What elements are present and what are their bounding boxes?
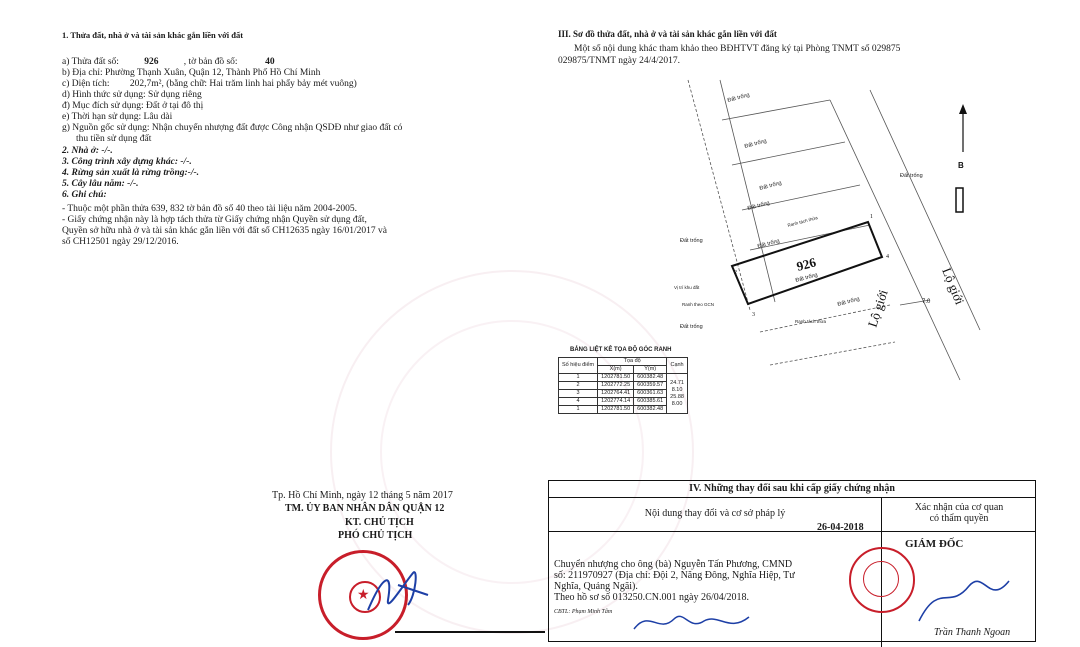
note-line-1: - Thuộc một phần thửa 639, 832 tờ bản đồ số 40 theo tài liệu năm 2004-2005. (62, 204, 357, 214)
col-content-header: Nội dung thay đổi và cơ sở pháp lý (644, 508, 786, 519)
map-label: Đất trống (758, 180, 783, 192)
field-parcel-no: a) Thửa đất số: 926 , tờ bản đồ số: 40 (62, 57, 275, 67)
table-row: 1 1202781.50 600382.48 (559, 406, 688, 414)
point-label: 4 (886, 254, 889, 260)
road-distance: 7.0 (922, 299, 931, 305)
field-use-purpose: đ) Mục đích sử dụng: Đất ở tại đô thị (62, 101, 204, 111)
map-label: Đất trống (743, 138, 768, 150)
change-content-1: Chuyển nhượng cho ông (bà) Nguyễn Tấn Phương, CMND (554, 559, 793, 570)
confirm-date: 26-04-2018 (817, 522, 864, 533)
map-label: Đất trống (746, 200, 771, 212)
item-notes: 6. Ghi chú: (62, 190, 107, 200)
office-seal (849, 547, 915, 613)
parcel-type: Đất trống (794, 272, 819, 284)
section3-ref-line-1: Một số nội dung khác tham khảo theo BĐHTVT đăng ký tại Phòng TNMT số 029875 (574, 44, 901, 54)
coordinate-table-title: BẢNG LIỆT KÊ TỌA ĐỘ GÓC RANH (570, 347, 672, 353)
signature (358, 555, 448, 625)
table-row: 3 1202764.41 600361.63 (559, 390, 688, 398)
field-area: c) Diện tích: 202,7m², (bằng chữ: Hai trăm linh hai phẩy bảy mét vuông) (62, 79, 357, 89)
map-frame-marker (956, 188, 963, 212)
item-house: 2. Nhà ở: -/-. (62, 146, 113, 156)
changes-box (548, 480, 1036, 642)
signature-line (395, 631, 545, 633)
table-header: Số hiệu điểm (559, 358, 598, 374)
table-row: 1 1202781.50 600382.48 24.71 8.10 25.88 8.00 (559, 374, 688, 382)
note-line-3: Quyền sở hữu nhà ở và tài sản khác gắn liền với đất số CH12635 ngày 16/01/2017 và (62, 226, 387, 236)
director-title: GIÁM ĐỐC (905, 538, 964, 550)
section3-ref-line-2: 029875/TNMT ngày 24/4/2017. (558, 56, 681, 66)
point-label: 3 (752, 312, 755, 318)
table-edges: 24.71 8.10 25.88 8.00 (667, 374, 688, 414)
ranh-theo-gcn-label: Ranh theo GCN (682, 302, 715, 307)
item-perennial-trees: 5. Cây lâu năm: -/-. (62, 179, 139, 189)
signing-kt: KT. CHỦ TỊCH (345, 517, 414, 528)
road-label: Lộ giới (864, 287, 891, 329)
change-content-3: Nghĩa, Quảng Ngãi). (554, 581, 638, 592)
field-origin: g) Nguồn gốc sử dụng: Nhận chuyển nhượng đất được Công nhận QSDĐ như giao đất có (62, 123, 403, 133)
col-confirm-header-1: Xác nhận của cơ quan (914, 502, 1004, 513)
divider (549, 497, 1035, 498)
section4-header: IV. Những thay đổi sau khi cấp giấy chứng nhận (689, 483, 895, 494)
map-label: Đất trống (680, 324, 703, 330)
change-content-2: số: 211970927 (Địa chỉ: Đội 2, Năng Đông, Nghĩa Hiệp, Tư (554, 570, 795, 581)
vi-tri-khu-dat-label: Vị trí khu đất (674, 285, 700, 290)
ranh-tach-thua-label: Ranh tách thửa (795, 319, 827, 324)
section3-header: III. Sơ đồ thửa đất, nhà ở và tài sản khác gắn liền với đất (558, 29, 777, 39)
note-line-2: - Giấy chứng nhận này là hợp tách thửa từ Giấy chứng nhận Quyền sử dụng đất, (62, 215, 367, 225)
signing-date: Tp. Hồ Chí Minh, ngày 12 tháng 5 năm 2017 (272, 490, 453, 501)
field-use-form: d) Hình thức sử dụng: Sử dụng riêng (62, 90, 202, 100)
map-label: Đất trống (726, 92, 751, 104)
ranh-tach-thua-label: Ranh tách thửa (786, 215, 819, 228)
table-row: 2 1202772.25 600359.57 (559, 382, 688, 390)
field-address: b) Địa chỉ: Phường Thạnh Xuân, Quận 12, Thành Phố Hồ Chí Minh (62, 68, 321, 78)
cbtl-note: CBTL: Phạm Minh Tâm (554, 609, 613, 615)
table-row: 4 1202774.14 600385.61 (559, 398, 688, 406)
field-use-term: e) Thời hạn sử dụng: Lâu dài (62, 112, 173, 122)
divider (549, 531, 1035, 532)
table-header: Y(m) (634, 366, 667, 374)
field-origin-cont: thu tiền sử dụng đất (76, 134, 152, 144)
map-label: Đất trống (680, 238, 703, 244)
signing-title: PHÓ CHỦ TỊCH (338, 530, 413, 541)
point-label: 2 (734, 270, 737, 276)
col-confirm-header-2: có thẩm quyền (929, 513, 989, 524)
table-header: Cạnh (667, 358, 688, 374)
star-icon: ★ (357, 588, 370, 603)
officer-signature (629, 599, 789, 639)
signing-org: TM. ỦY BAN NHÂN DÂN QUẬN 12 (285, 503, 445, 514)
table-header: Tọa độ (598, 358, 667, 366)
item-other-construction: 3. Công trình xây dựng khác: -/-. (62, 157, 192, 167)
note-line-4: số CH12501 ngày 29/12/2016. (62, 237, 179, 247)
parcel-number: 926 (794, 254, 818, 274)
section1-header: 1. Thửa đất, nhà ở và tài sản khác gắn liền với đất (62, 30, 244, 40)
north-label: B (958, 161, 964, 170)
table-header: X(m) (598, 366, 634, 374)
map-label: Đất trống (900, 173, 923, 179)
road-label: Lộ giới (939, 265, 968, 307)
parcel-map (660, 70, 1000, 390)
map-label: Đất trống (756, 238, 781, 250)
map-label: Đất trống (836, 296, 861, 308)
change-content-4: Theo hồ sơ số 013250.CN.001 ngày 26/04/2018. (554, 592, 750, 603)
director-signature (909, 561, 1029, 631)
point-label: 1 (870, 214, 873, 220)
director-name: Trần Thanh Ngoan (934, 627, 1011, 638)
coordinate-table (558, 357, 688, 414)
north-arrow-icon (959, 104, 967, 114)
item-production-forest: 4. Rừng sản xuất là rừng trồng:-/-. (62, 168, 200, 178)
